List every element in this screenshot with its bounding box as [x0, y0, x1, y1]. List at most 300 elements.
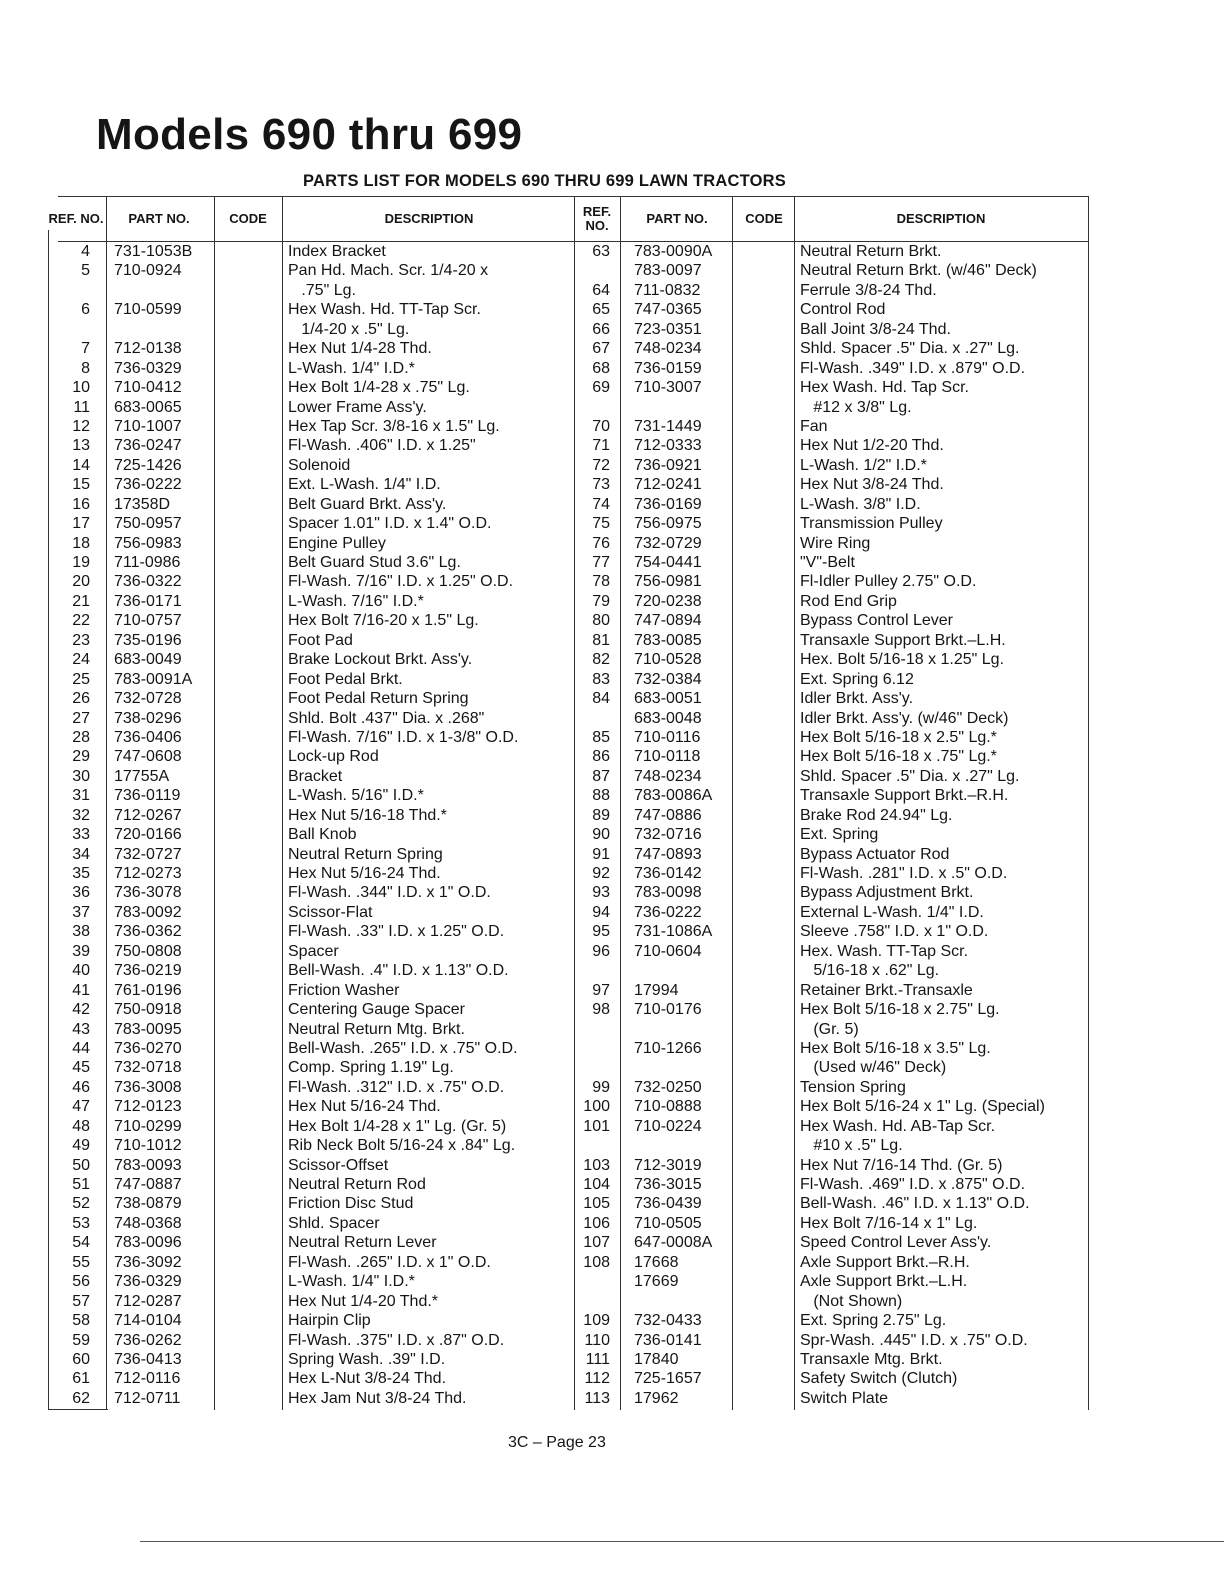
left-part-cell: 712-0123: [114, 1098, 182, 1116]
left-desc-cell: Rib Neck Bolt 5/16-24 x .84" Lg.: [288, 1137, 516, 1155]
right-part-cell: 736-3015: [634, 1176, 702, 1193]
left-part-cell: 750-0957: [114, 515, 182, 533]
left-desc-cell: Fl-Wash. .375" I.D. x .87" O.D.: [288, 1331, 505, 1349]
left-part-cell: 731-1053B: [114, 243, 193, 260]
left-part-cell: 783-0091A: [114, 670, 193, 688]
right-part-cell: 736-0169: [634, 495, 702, 513]
right-desc-cell: Fl-Wash. .469" I.D. x .875" O.D.: [800, 1176, 1026, 1193]
right-part-cell: 747-0894: [634, 612, 702, 630]
left-desc-cell: Hex Nut 5/16-18 Thd.*: [288, 806, 447, 824]
right-part-cell: 747-0893: [634, 845, 702, 863]
right-desc-cell: L-Wash. 3/8" I.D.: [800, 495, 921, 513]
right-ref-cell: [572, 1136, 610, 1155]
left-ref-cell: 23: [72, 631, 90, 649]
left-ref-cell: 38: [72, 923, 90, 941]
left-desc-cell: Hex Nut 5/16-24 Thd.: [288, 865, 441, 882]
right-part-cell: 747-0365: [634, 301, 702, 319]
left-ref-cell: 52: [72, 1195, 90, 1213]
right-desc-cell: Hex. Wash. TT-Tap Scr.: [800, 942, 969, 960]
left-desc-cell: Hex Bolt 1/4-28 x 1" Lg. (Gr. 5): [288, 1117, 507, 1135]
right-desc-cell: Brake Rod 24.94" Lg.: [800, 806, 953, 824]
left-ref-cell: 42: [72, 1001, 90, 1019]
left-desc-cell: L-Wash. 1/4" I.D.*: [288, 1273, 415, 1291]
right-ref-cell: 86: [592, 748, 610, 766]
left-ref-cell: 13: [72, 437, 90, 455]
right-desc-cell: Fl-Wash. .281" I.D. x .5" O.D.: [800, 865, 1008, 882]
left-part-cell: [114, 281, 214, 300]
right-desc-cell: External L-Wash. 1/4" I.D.: [800, 903, 984, 921]
right-part-cell: 17668: [634, 1253, 679, 1271]
right-part-cell: 732-0384: [634, 670, 702, 688]
table-header: [48, 196, 1088, 242]
left-desc-cell: Belt Guard Brkt. Ass'y.: [288, 495, 447, 513]
right-desc-cell: Bypass Actuator Rod: [800, 845, 950, 863]
right-part-cell: 683-0051: [634, 690, 702, 708]
left-desc-cell: Spacer: [288, 942, 339, 960]
rule-after-code: [282, 196, 283, 1410]
right-ref-cell: [572, 1039, 610, 1058]
left-desc-cell: Hex Bolt 1/4-28 x .75" Lg.: [288, 379, 470, 397]
left-desc-cell: Scissor-Offset: [288, 1156, 389, 1174]
left-part-cell: 710-0924: [114, 262, 182, 280]
parts-table: [48, 196, 1088, 1410]
left-desc-cell: Fl-Wash. .344" I.D. x 1" O.D.: [288, 884, 491, 902]
left-part-cell: 736-0322: [114, 573, 182, 591]
right-desc-cell: Ext. Spring: [800, 826, 879, 844]
right-part-cell: 710-0888: [634, 1098, 702, 1116]
left-ref-cell: 11: [73, 398, 90, 416]
left-ref-cell: 6: [81, 301, 90, 319]
left-ref-cell: 34: [72, 845, 90, 863]
right-ref-cell: 109: [583, 1312, 610, 1330]
left-desc-cell: Fl-Wash. .265" I.D. x 1" O.D.: [288, 1253, 491, 1271]
left-desc-cell: Fl-Wash. 7/16" I.D. x 1.25" O.D.: [288, 573, 514, 591]
right-desc-cell: Rod End Grip: [800, 592, 897, 610]
left-part-cell: 17755A: [114, 767, 170, 785]
right-desc-cell: Hex Bolt 5/16-18 x 2.75" Lg.: [800, 1001, 1000, 1019]
left-desc-cell: Shld. Spacer: [288, 1214, 380, 1232]
right-part-cell: 710-1266: [634, 1039, 702, 1057]
left-ref-cell: 39: [72, 942, 90, 960]
left-ref-cell: 19: [72, 554, 90, 571]
right-desc-cell: Wire Ring: [800, 534, 871, 552]
left-ref-cell: 44: [72, 1039, 90, 1057]
right-ref-cell: 74: [592, 495, 610, 513]
left-ref-cell: 60: [72, 1350, 90, 1368]
left-desc-cell: Hex Nut 5/16-24 Thd.: [288, 1098, 441, 1116]
right-ref-cell: [572, 1272, 610, 1291]
left-part-cell: 714-0104: [114, 1312, 182, 1330]
right-desc-cell: Hex Bolt 5/16-18 x 3.5" Lg.: [800, 1039, 991, 1057]
right-ref-cell: 93: [592, 884, 610, 902]
left-desc-cell: Fl-Wash. .406" I.D. x 1.25": [288, 437, 476, 455]
left-part-cell: 712-0273: [114, 865, 182, 882]
left-part-cell: 736-0270: [114, 1039, 182, 1057]
right-desc-cell: Fl-Wash. .349" I.D. x .879" O.D.: [800, 359, 1026, 377]
header-description-right: DESCRIPTION: [896, 211, 986, 226]
left-desc-cell: Neutral Return Rod: [288, 1176, 426, 1193]
right-desc-cell: (Gr. 5): [800, 1020, 859, 1038]
left-ref-cell: 57: [72, 1292, 90, 1310]
left-part-cell: 712-0116: [114, 1370, 181, 1388]
left-desc-cell: Pan Hd. Mach. Scr. 1/4-20 x: [288, 262, 489, 280]
left-part-cell: 736-0247: [114, 437, 182, 455]
right-desc-cell: Axle Support Brkt.–L.H.: [800, 1273, 968, 1291]
right-part-cell: 17840: [634, 1350, 679, 1368]
right-desc-cell: Switch Plate: [800, 1389, 889, 1407]
right-ref-cell: 68: [592, 359, 610, 377]
right-ref-cell: [572, 961, 610, 980]
right-desc-cell: "V"-Belt: [800, 554, 855, 571]
right-part-cell: 748-0234: [634, 340, 702, 358]
left-desc-cell: Engine Pulley: [288, 534, 386, 552]
left-part-cell: 748-0368: [114, 1214, 182, 1232]
left-part-cell: 712-0711: [114, 1389, 181, 1407]
left-part-cell: 736-3092: [114, 1253, 182, 1271]
left-part-cell: 756-0983: [114, 534, 182, 552]
right-desc-cell: Ferrule 3/8-24 Thd.: [800, 281, 937, 299]
right-part-cell: [634, 398, 734, 417]
right-desc-cell: Fan: [800, 417, 828, 435]
right-ref-cell: 110: [584, 1331, 610, 1349]
left-desc-cell: L-Wash. 1/4" I.D.*: [288, 359, 415, 377]
rule-after-part-right: [732, 196, 733, 1410]
right-desc-cell: Hex Wash. Hd. Tap Scr.: [800, 379, 969, 397]
right-desc-cell: Hex Nut 1/2-20 Thd.: [800, 437, 944, 455]
left-desc-cell: Comp. Spring 1.19" Lg.: [288, 1059, 454, 1077]
right-desc-cell: Hex Bolt 5/16-18 x 2.5" Lg.*: [800, 728, 997, 746]
right-desc-cell: Hex Bolt 5/16-18 x .75" Lg.*: [800, 748, 997, 766]
rule-after-code-right: [794, 196, 795, 1410]
left-desc-cell: Foot Pedal Return Spring: [288, 690, 469, 708]
parts-list-subtitle: PARTS LIST FOR MODELS 690 THRU 699 LAWN TRACTORS: [303, 172, 786, 190]
right-desc-cell: Hex Nut 7/16-14 Thd. (Gr. 5): [800, 1156, 1003, 1174]
right-ref-cell: [572, 1292, 610, 1311]
left-part-cell: 738-0296: [114, 709, 182, 727]
left-part-cell: 783-0093: [114, 1156, 182, 1174]
left-ref-cell: 55: [72, 1253, 90, 1271]
right-part-cell: 732-0250: [634, 1078, 702, 1096]
left-ref-cell: 26: [72, 690, 90, 708]
left-part-cell: 710-0412: [114, 379, 182, 397]
right-ref-cell: [572, 398, 610, 417]
left-part-cell: 736-3008: [114, 1078, 182, 1096]
right-ref-cell: 105: [583, 1195, 610, 1213]
left-ref-cell: 40: [72, 962, 90, 980]
left-part-cell: 725-1426: [114, 456, 182, 474]
left-part-cell: 736-0119: [114, 787, 181, 805]
left-ref-cell: 41: [72, 981, 90, 999]
right-ref-cell: [572, 1058, 610, 1077]
left-ref-cell: 8: [81, 359, 90, 377]
right-part-cell: 756-0981: [634, 573, 702, 591]
right-ref-cell: 70: [592, 417, 610, 435]
right-desc-cell: Retainer Brkt.-Transaxle: [800, 981, 973, 999]
right-desc-cell: Ext. Spring 6.12: [800, 670, 914, 688]
left-desc-cell: Hex Bolt 7/16-20 x 1.5" Lg.: [288, 612, 479, 630]
left-ref-column: [48, 242, 90, 1408]
right-desc-cell: Safety Switch (Clutch): [800, 1370, 958, 1388]
right-desc-cell: Bypass Control Lever: [800, 612, 953, 630]
left-desc-cell: Index Bracket: [288, 243, 386, 260]
right-part-cell: 747-0886: [634, 806, 702, 824]
right-desc-cell: Sleeve .758" I.D. x 1" O.D.: [800, 923, 989, 941]
left-part-cell: 712-0138: [114, 340, 182, 358]
right-ref-cell: 67: [592, 340, 610, 358]
right-ref-cell: 95: [592, 923, 610, 941]
table-bottom-tick: [48, 1409, 108, 1410]
right-part-cell: 736-0159: [634, 359, 702, 377]
left-desc-cell: Spacer 1.01" I.D. x 1.4" O.D.: [288, 515, 492, 533]
table-left-rule: [48, 230, 49, 1410]
left-ref-cell: 59: [72, 1331, 90, 1349]
rule-after-part: [214, 196, 215, 1410]
left-desc-cell: .75" Lg.: [288, 281, 356, 299]
right-ref-cell: 103: [583, 1156, 610, 1174]
right-part-cell: 710-0604: [634, 942, 702, 960]
left-desc-cell: Friction Disc Stud: [288, 1195, 414, 1213]
left-ref-cell: 10: [72, 379, 90, 397]
right-desc-cell: Neutral Return Brkt.: [800, 243, 942, 260]
left-ref-cell: 43: [72, 1020, 90, 1038]
page-title: Models 690 thru 699: [96, 110, 523, 159]
header-part-no-right: PART NO.: [646, 211, 708, 226]
left-ref-cell: 16: [72, 495, 90, 513]
left-part-cell: 750-0808: [114, 942, 182, 960]
left-part-cell: 736-0219: [114, 962, 182, 980]
right-desc-cell: Shld. Spacer .5" Dia. x .27" Lg.: [800, 767, 1020, 785]
header-code-left: CODE: [229, 211, 267, 226]
left-ref-cell: [48, 281, 90, 300]
right-desc-cell: Shld. Spacer .5" Dia. x .27" Lg.: [800, 340, 1020, 358]
right-part-cell: 732-0433: [634, 1312, 702, 1330]
left-ref-cell: 54: [72, 1234, 90, 1252]
left-desc-cell: Friction Washer: [288, 981, 400, 999]
left-part-cell: 710-1012: [114, 1137, 182, 1155]
right-desc-cell: 5/16-18 x .62" Lg.: [800, 962, 940, 980]
right-ref-cell: 111: [585, 1350, 610, 1368]
left-part-cell: 761-0196: [114, 981, 182, 999]
right-part-cell: 711-0832: [634, 281, 701, 299]
right-ref-cell: 85: [592, 728, 610, 746]
right-ref-cell: 89: [592, 806, 610, 824]
right-part-cell: [634, 961, 734, 980]
right-desc-cell: Neutral Return Brkt. (w/46" Deck): [800, 262, 1037, 280]
right-desc-cell: Idler Brkt. Ass'y. (w/46" Deck): [800, 709, 1009, 727]
left-ref-cell: 30: [72, 767, 90, 785]
left-ref-cell: 20: [72, 573, 90, 591]
left-ref-cell: 25: [72, 670, 90, 688]
left-ref-cell: 61: [72, 1370, 90, 1388]
right-desc-cell: Bell-Wash. .46" I.D. x 1.13" O.D.: [800, 1195, 1030, 1213]
left-part-cell: 736-0329: [114, 1273, 182, 1291]
header-description-left: DESCRIPTION: [384, 211, 474, 226]
right-ref-cell: 108: [583, 1253, 610, 1271]
right-desc-cell: Transaxle Support Brkt.–L.H.: [800, 631, 1006, 649]
right-ref-cell: 104: [583, 1176, 610, 1193]
right-part-cell: [634, 1136, 734, 1155]
right-ref-cell: [572, 1020, 610, 1039]
right-part-cell: [634, 1058, 734, 1077]
left-part-cell: 683-0049: [114, 651, 182, 669]
left-part-cell: 712-0287: [114, 1292, 182, 1310]
rule-after-ref: [106, 196, 107, 1410]
right-desc-cell: Fl-Idler Pulley 2.75" O.D.: [800, 573, 977, 591]
left-desc-cell: Solenoid: [288, 456, 351, 474]
left-desc-cell: Ball Knob: [288, 826, 357, 844]
left-desc-cell: Fl-Wash. .312" I.D. x .75" O.D.: [288, 1078, 505, 1096]
page-footer: 3C – Page 23: [508, 1434, 606, 1451]
right-ref-cell: 65: [592, 301, 610, 319]
right-part-cell: 783-0085: [634, 631, 702, 649]
right-ref-cell: 99: [592, 1078, 610, 1096]
right-ref-cell: 107: [583, 1234, 610, 1252]
right-desc-cell: Hex Wash. Hd. AB-Tap Scr.: [800, 1117, 996, 1135]
left-desc-cell: Spring Wash. .39" I.D.: [288, 1350, 446, 1368]
left-part-cell: 17358D: [114, 495, 171, 513]
right-part-cell: 783-0097: [634, 262, 702, 280]
left-part-cell: 738-0879: [114, 1195, 182, 1213]
right-ref-cell: 64: [592, 281, 610, 299]
left-desc-cell: Foot Pedal Brkt.: [288, 670, 403, 688]
right-ref-cell: 84: [592, 690, 610, 708]
right-part-cell: 736-0921: [634, 456, 702, 474]
left-part-cell: 783-0095: [114, 1020, 182, 1038]
right-desc-cell: Transmission Pulley: [800, 515, 943, 533]
right-desc-cell: Transaxle Support Brkt.–R.H.: [800, 787, 1009, 805]
right-part-cell: 712-0333: [634, 437, 702, 455]
right-part-cell: 736-0439: [634, 1195, 702, 1213]
left-ref-cell: 18: [72, 534, 90, 552]
left-ref-cell: 24: [72, 651, 90, 669]
left-part-cell: 750-0918: [114, 1001, 182, 1019]
left-ref-cell: 47: [72, 1098, 90, 1116]
right-part-cell: 732-0729: [634, 534, 702, 552]
header-part-no-left: PART NO.: [128, 211, 190, 226]
right-part-cell: 17962: [634, 1389, 679, 1407]
right-ref-cell: 76: [592, 534, 610, 552]
right-desc-cell: Hex Nut 3/8-24 Thd.: [800, 476, 944, 494]
left-part-cell: [114, 320, 214, 339]
right-part-cell: 712-3019: [634, 1156, 702, 1174]
right-ref-cell: 72: [592, 456, 610, 474]
right-part-cell: 17994: [634, 981, 679, 999]
left-part-cell: 736-0362: [114, 923, 182, 941]
right-ref-cell: 75: [592, 515, 610, 533]
left-ref-cell: 15: [72, 476, 90, 494]
left-desc-cell: Brake Lockout Brkt. Ass'y.: [288, 651, 473, 669]
left-part-cell: 736-0262: [114, 1331, 182, 1349]
right-part-cell: 712-0241: [634, 476, 702, 494]
left-ref-cell: 58: [72, 1312, 90, 1330]
left-desc-cell: 1/4-20 x .5" Lg.: [288, 320, 410, 338]
left-desc-cell: Hairpin Clip: [288, 1312, 371, 1330]
left-part-cell: 736-0222: [114, 476, 182, 494]
right-part-cell: 754-0441: [634, 554, 702, 571]
left-ref-cell: 37: [72, 903, 90, 921]
right-desc-cell: Hex. Bolt 5/16-18 x 1.25" Lg.: [800, 651, 1005, 669]
right-ref-cell: 92: [592, 865, 610, 882]
left-part-cell: 736-3078: [114, 884, 182, 902]
right-ref-cell: 97: [592, 981, 610, 999]
left-ref-cell: 46: [72, 1078, 90, 1096]
left-desc-cell: Bracket: [288, 767, 343, 785]
right-desc-cell: Hex Bolt 7/16-14 x 1" Lg.: [800, 1214, 978, 1232]
left-part-cell: 710-0757: [114, 612, 182, 630]
right-desc-cell: Ball Joint 3/8-24 Thd.: [800, 320, 951, 338]
left-ref-cell: 32: [72, 806, 90, 824]
left-part-cell: 747-0608: [114, 748, 182, 766]
left-part-column: [114, 242, 214, 1408]
right-part-cell: 736-0222: [634, 903, 702, 921]
right-ref-cell: [572, 261, 610, 280]
right-part-cell: 732-0716: [634, 826, 702, 844]
right-ref-cell: 88: [592, 787, 610, 805]
left-part-cell: 683-0065: [114, 398, 182, 416]
right-ref-cell: 79: [592, 592, 610, 610]
table-right-rule: [1088, 196, 1089, 1410]
right-part-cell: 736-0141: [634, 1331, 702, 1349]
right-part-cell: 748-0234: [634, 767, 702, 785]
right-part-cell: 783-0090A: [634, 243, 713, 260]
left-part-cell: 736-0329: [114, 359, 182, 377]
left-part-cell: 736-0406: [114, 728, 182, 746]
right-part-cell: 683-0048: [634, 709, 702, 727]
left-description-column: [288, 242, 578, 1408]
right-part-cell: 647-0008A: [634, 1234, 713, 1252]
left-ref-cell: 27: [72, 709, 90, 727]
header-ref-no-right: REF. NO.: [582, 204, 612, 233]
left-desc-cell: Hex Wash. Hd. TT-Tap Scr.: [288, 301, 481, 319]
right-ref-cell: 87: [592, 767, 610, 785]
left-part-cell: 712-0267: [114, 806, 182, 824]
right-ref-cell: 80: [592, 612, 610, 630]
right-part-cell: 783-0098: [634, 884, 702, 902]
table-top-rule: [58, 196, 1088, 197]
left-part-cell: 783-0092: [114, 903, 182, 921]
left-desc-cell: Hex Jam Nut 3/8-24 Thd.: [288, 1389, 467, 1407]
table-body: [48, 242, 1088, 1410]
header-ref-no-left: REF. NO.: [48, 211, 104, 226]
header-bottom-rule: [58, 241, 1088, 242]
right-ref-cell: [572, 709, 610, 728]
right-desc-cell: Tension Spring: [800, 1078, 906, 1096]
left-ref-cell: 51: [72, 1176, 90, 1193]
right-ref-cell: 82: [592, 651, 610, 669]
right-desc-cell: (Used w/46" Deck): [800, 1059, 947, 1077]
left-desc-cell: Fl-Wash. 7/16" I.D. x 1-3/8" O.D.: [288, 728, 519, 746]
left-part-cell: 732-0718: [114, 1059, 182, 1077]
left-ref-cell: 17: [72, 515, 90, 533]
right-ref-cell: 69: [592, 379, 610, 397]
right-ref-cell: 78: [592, 573, 610, 591]
left-desc-cell: Hex Nut 1/4-20 Thd.*: [288, 1292, 439, 1310]
right-part-cell: 736-0142: [634, 865, 702, 882]
left-ref-cell: 7: [81, 340, 90, 358]
left-ref-cell: 31: [72, 787, 90, 805]
left-ref-cell: 53: [72, 1214, 90, 1232]
left-part-cell: 732-0727: [114, 845, 182, 863]
left-ref-cell: 33: [72, 826, 90, 844]
right-desc-cell: #12 x 3/8" Lg.: [800, 398, 912, 416]
left-desc-cell: Centering Gauge Spacer: [288, 1001, 465, 1019]
left-ref-cell: 28: [72, 728, 90, 746]
left-ref-cell: 48: [72, 1117, 90, 1135]
right-ref-cell: 98: [592, 1001, 610, 1019]
left-desc-cell: Shld. Bolt .437" Dia. x .268": [288, 709, 485, 727]
left-part-cell: 711-0986: [114, 554, 181, 571]
right-ref-cell: 73: [592, 476, 610, 494]
